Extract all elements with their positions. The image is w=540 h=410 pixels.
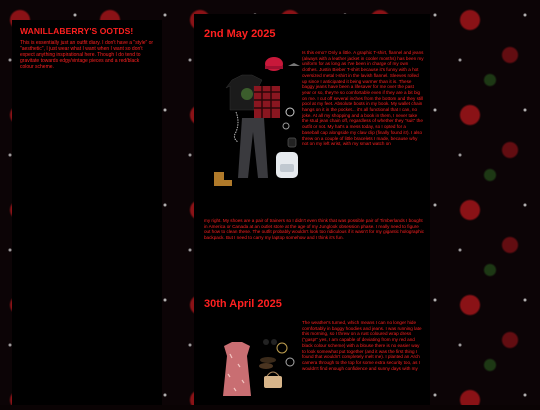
outfit-collage-1 bbox=[204, 52, 304, 198]
outfit-image-1 bbox=[204, 52, 304, 198]
post-divider bbox=[194, 284, 430, 285]
post-title-1: 2nd May 2025 bbox=[204, 28, 276, 40]
main-content[interactable] bbox=[194, 14, 430, 405]
blog-title: WANILLABERRY'S OOTDS! bbox=[20, 26, 134, 36]
post-body-2-side: The weather's turned, which means I can no longer hide comfortably in baggy hoodies and jeans. I was running late this morning, so I threw on a rust coloured wrap dress ("gasp!" yes, I am capable of deviating from my red and black colour scheme) with a blouse there is no easier way to look somewhat put together (and it was the first thing I found that wouldn't completely melt me). I planted an Arch camera through to the top for some extra security too, as I wouldn't find enough confidence and sunny days with my bbox=[302, 320, 422, 371]
post-body-1-side: Is this emo? Only a little. A graphic T-shirt, flannel and jeans (always with a leather jacket in cooler months) has been my uniform for as long as I've been in charge of my own clothes. Justin Bieber T-shirt because it's funny with a hot oversized metal t-shirt in the lavish flannel. Sleeves rolled up since I anticipated it being warmer than it is. These baggy jeans have been a lifesaver for me over the past year or so, they're so comfortable even if they are a bit big on me. I cut off several inches from the bottom and they still pool at my feet. Absolute boots in my book. My wallet chain hangs on it in the pocket... it's all functional that I can, no joke. At all my shopping and a book in them, I never take the stud jean chain off, regardless of whether they "suit" the outfit or not. My hat's a mess today, so I opted for a baseball cap alongside my claw clip (finally found it!). I also threw on a couple of little bracelets I made, because why not on my left wrist, with my smart watch on bbox=[302, 50, 424, 147]
blog-intro: This is essentially just an outfit diary. I don't have a "style" or "aesthetic", I just wear what I want when I want so don't expect anything inspirational here. Though I do tend to gravitate towards edgy/vintage pieces and a red/black colour scheme. bbox=[20, 40, 154, 70]
sidebar bbox=[12, 20, 162, 405]
post-body-1-full: my right. My shoes are a pair of trainers so I didn't even think that was possible pair of Timberlands I bought in America or Canada at an outlet store at the age of my Junglook obsession phase. I really need to figure out how to clean these. The outfit probably wouldn't look too ridiculous if it wasn't for my gigantic holographic backpack. But I need to carry my laptop somehow and I think it's fun. bbox=[204, 218, 424, 241]
outfit-collage-2 bbox=[204, 324, 304, 405]
outfit-image-2 bbox=[204, 324, 304, 405]
post-title-2: 30th April 2025 bbox=[204, 298, 282, 310]
